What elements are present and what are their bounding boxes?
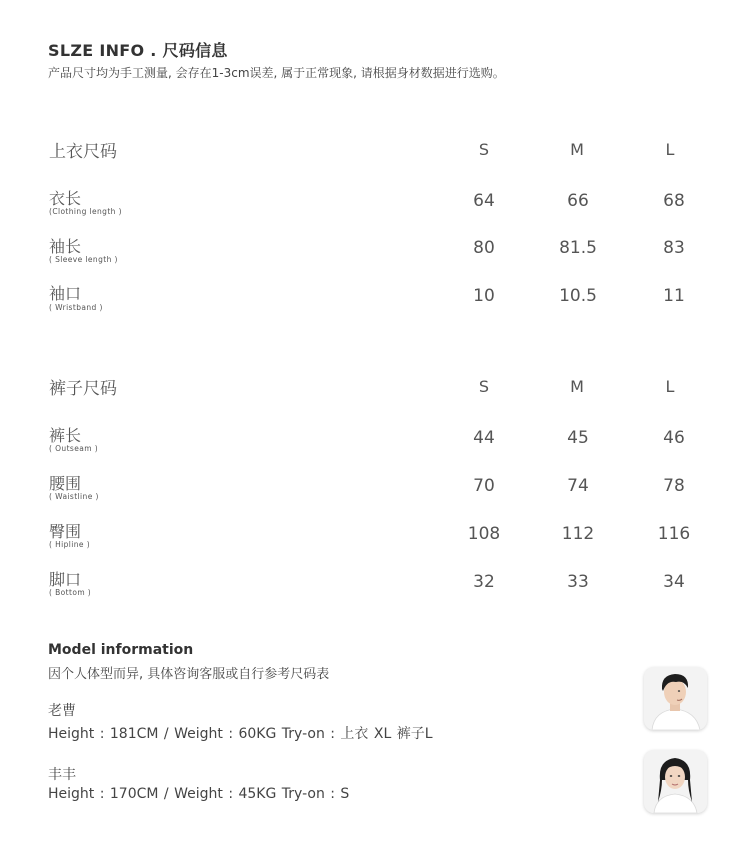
cell-m: 81.5 [559,238,597,258]
cell-s: 80 [473,238,495,258]
cell-s: 44 [473,428,495,448]
cell-m: 74 [567,476,589,496]
page-subtitle: 产品尺寸均为手工测量, 会存在1-3cm误差, 属于正常现象, 请根据身材数据进行选购。 [48,66,505,80]
model-name: 老曹 [48,703,76,719]
cell-s: 70 [473,476,495,496]
cell-l: 46 [663,428,685,448]
pants-size-s: S [478,377,490,396]
row-sublabel: ( Bottom ) [49,588,92,597]
model-name: 丰丰 [48,767,76,783]
row-label: 衣长 [49,189,82,208]
tops-size-m: M [570,140,584,159]
row-label: 袖长 [49,237,82,256]
female-model-photo [644,750,707,813]
row-sublabel: ( Hipline ) [49,540,91,549]
row-label: 裤长 [49,426,82,445]
row-sublabel: ( Outseam ) [49,444,99,453]
tops-heading: 上衣尺码 [49,142,117,162]
cell-s: 10 [473,286,495,306]
row-sublabel: ( Wristband ) [49,303,103,312]
cell-s: 64 [473,191,495,211]
row-label: 臀围 [49,522,82,541]
cell-m: 112 [561,524,595,544]
row-label: 脚口 [49,570,82,589]
avatar [644,750,707,813]
cell-s: 32 [473,572,495,592]
model-info-title: Model information [48,642,194,658]
pants-size-m: M [570,377,584,396]
row-sublabel: (Clothing length ) [49,207,122,216]
male-model-photo [644,667,707,730]
cell-m: 66 [567,191,589,211]
cell-l: 68 [663,191,685,211]
cell-m: 45 [567,428,589,448]
model-info-note: 因个人体型而异, 具体咨询客服或自行参考尺码表 [48,667,330,682]
cell-l: 11 [663,286,685,306]
row-label: 袖口 [49,284,82,303]
avatar [644,667,707,730]
page-title: SLZE INFO . 尺码信息 [48,41,228,60]
cell-l: 34 [663,572,685,592]
model-stats: Height : 181CM / Weight : 60KG Try-on : 上衣 XL 裤子L [48,726,433,742]
pants-heading: 裤子尺码 [49,379,117,399]
tops-size-s: S [478,140,490,159]
row-sublabel: ( Sleeve length ) [49,255,118,264]
cell-l: 83 [663,238,685,258]
model-stats: Height : 170CM / Weight : 45KG Try-on : S [48,786,350,802]
pants-size-l: L [665,377,675,396]
cell-l: 116 [657,524,691,544]
tops-size-l: L [665,140,675,159]
cell-m: 33 [567,572,589,592]
cell-m: 10.5 [559,286,597,306]
cell-s: 108 [467,524,501,544]
row-label: 腰围 [49,474,82,493]
cell-l: 78 [663,476,685,496]
row-sublabel: ( Waistline ) [49,492,99,501]
